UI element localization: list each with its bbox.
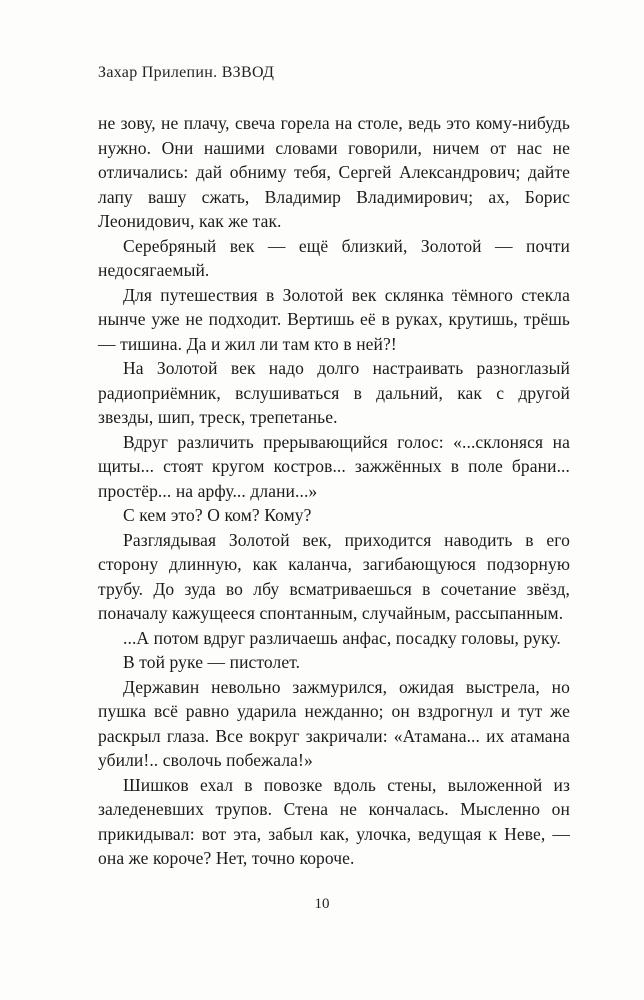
paragraph: не зову, не плачу, свеча горела на столе, ведь это кому-нибудь нужно. Они нашими словами говорили, ничем от нас не отличались: дай обниму тебя, Сергей Александрович; дайте лапу вашу сжать, Владимир Владимирович; ах, Борис Леонидович, как же так. [98,113,570,231]
paragraph: Шишков ехал в повозке вдоль стены, выложенной из заледеневших трупов. Стена не кончалась. Мысленно он прикидывал: вот эта, забыл как, улочка, ведущая к Неве, — она же короче? Нет, точно короче. [98,774,570,868]
page-number: 10 [314,896,330,912]
paragraph: Державин невольно зажмурился, ожидая выстрела, но пушка всё равно ударила нежданно; он вздрогнул и тут же раскрыл глаза. Все вокруг закричали: «Атамана... их атамана убили!.. сволочь побежала!» [98,676,570,770]
paragraph: В той руке — пистолет. [123,652,301,672]
paragraph: С кем это? О ком? Кому? [123,505,312,525]
running-header: Захар Прилепин. ВЗВОД [98,64,275,81]
paragraph: Разглядывая Золотой век, приходится наводить в его сторону длинную, как каланча, загибающуюся подзорную трубу. До зуда во лбу всматриваешься в сочетание звёзд, поначалу кажущееся спонтанным, случайным, рассыпанным. [98,529,570,623]
paragraph: Серебряный век — ещё близкий, Золотой — почти недосягаемый. [98,235,570,280]
body-text [98,111,570,871]
paragraph: ...А потом вдруг различаешь анфас, посадку головы, руку. [123,627,561,648]
paragraph: На Золотой век надо долго настраивать разноглазый радиоприёмник, вслушиваться в дальний, как с другой звезды, шип, треск, трепетанье. [98,358,570,427]
paragraph: Для путешествия в Золотой век склянка тёмного стекла нынче уже не подходит. Вертишь её в руках, крутишь, трёшь — тишина. Да и жил ли там кто в ней?! [98,284,570,354]
paragraph: Вдруг различить прерывающийся голос: «...склоняся на щиты... стоят кругом костров... зажжённых в поле брани... простёр... на арфу... длани...» [98,431,570,501]
